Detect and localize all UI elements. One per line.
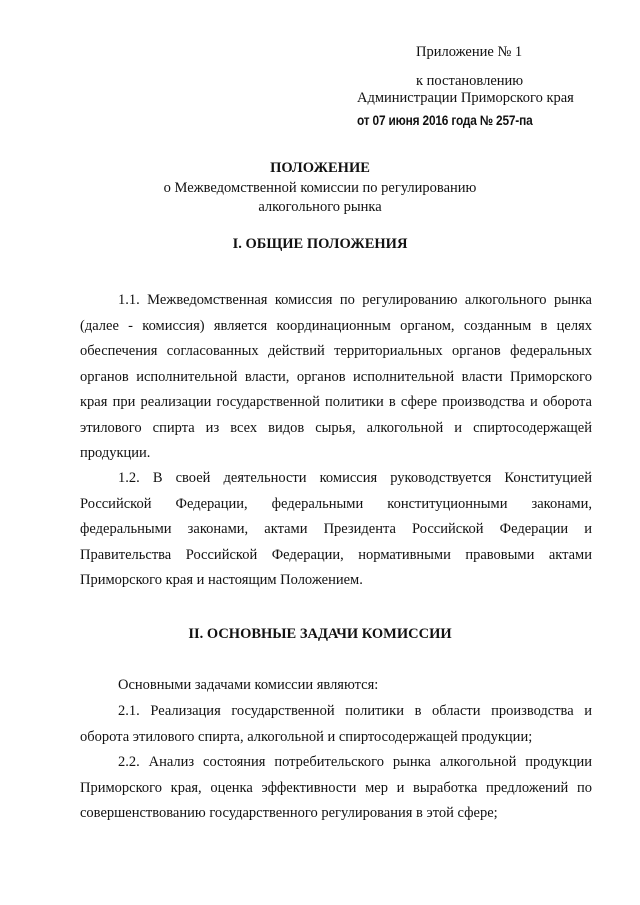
section-1-heading: I. ОБЩИЕ ПОЛОЖЕНИЯ (232, 236, 408, 252)
paragraph-2-2: 2.2. Анализ состояния потребительского рынка алкогольной продукции Приморского края, оценка эффективности мер и выработка предложений по совершенствованию государственного регулирования в этой сфере; (80, 754, 592, 821)
document-subtitle-line1: о Межведомственной комиссии по регулированию (163, 180, 477, 196)
paragraph-1-1: 1.1. Межведомственная комиссия по регулированию алкогольного рынка (далее - комиссия) является координационным органом, созданным в целях обеспечения согласованных действий территориальных органов федеральных органов исполнительной власти, органов исполнительной власти Приморского края при реализации государственной политики в сфере производства и оборота этилового спирта из всех видов сырья, алкогольной и спиртосодержащей продукции. (80, 292, 592, 461)
to-resolution-label: к постановлению (416, 73, 524, 89)
section-2-intro: Основными задачами комиссии являются: (118, 677, 379, 693)
document-title: ПОЛОЖЕНИЕ (270, 160, 370, 176)
resolution-date-number: от 07 июня 2016 года № 257-па (357, 113, 533, 128)
document-subtitle-line2: алкогольного рынка (258, 199, 382, 215)
administration-label: Администрации Приморского края (357, 90, 574, 106)
paragraph-2-1: 2.1. Реализация государственной политики в области производства и оборота этилового спирта, алкогольной и спиртосодержащей продукции; (80, 703, 592, 745)
paragraph-1-2: 1.2. В своей деятельности комиссия руководствуется Конституцией Российской Федерации, федеральными конституционными законами, федеральными законами, актами Президента Российской Федерации и Правительства Российской Федерации, нормативными правовыми актами Приморского края и настоящим Положением. (80, 470, 592, 588)
appendix-label: Приложение № 1 (416, 44, 523, 60)
section-2-heading: II. ОСНОВНЫЕ ЗАДАЧИ КОМИССИИ (188, 626, 452, 642)
